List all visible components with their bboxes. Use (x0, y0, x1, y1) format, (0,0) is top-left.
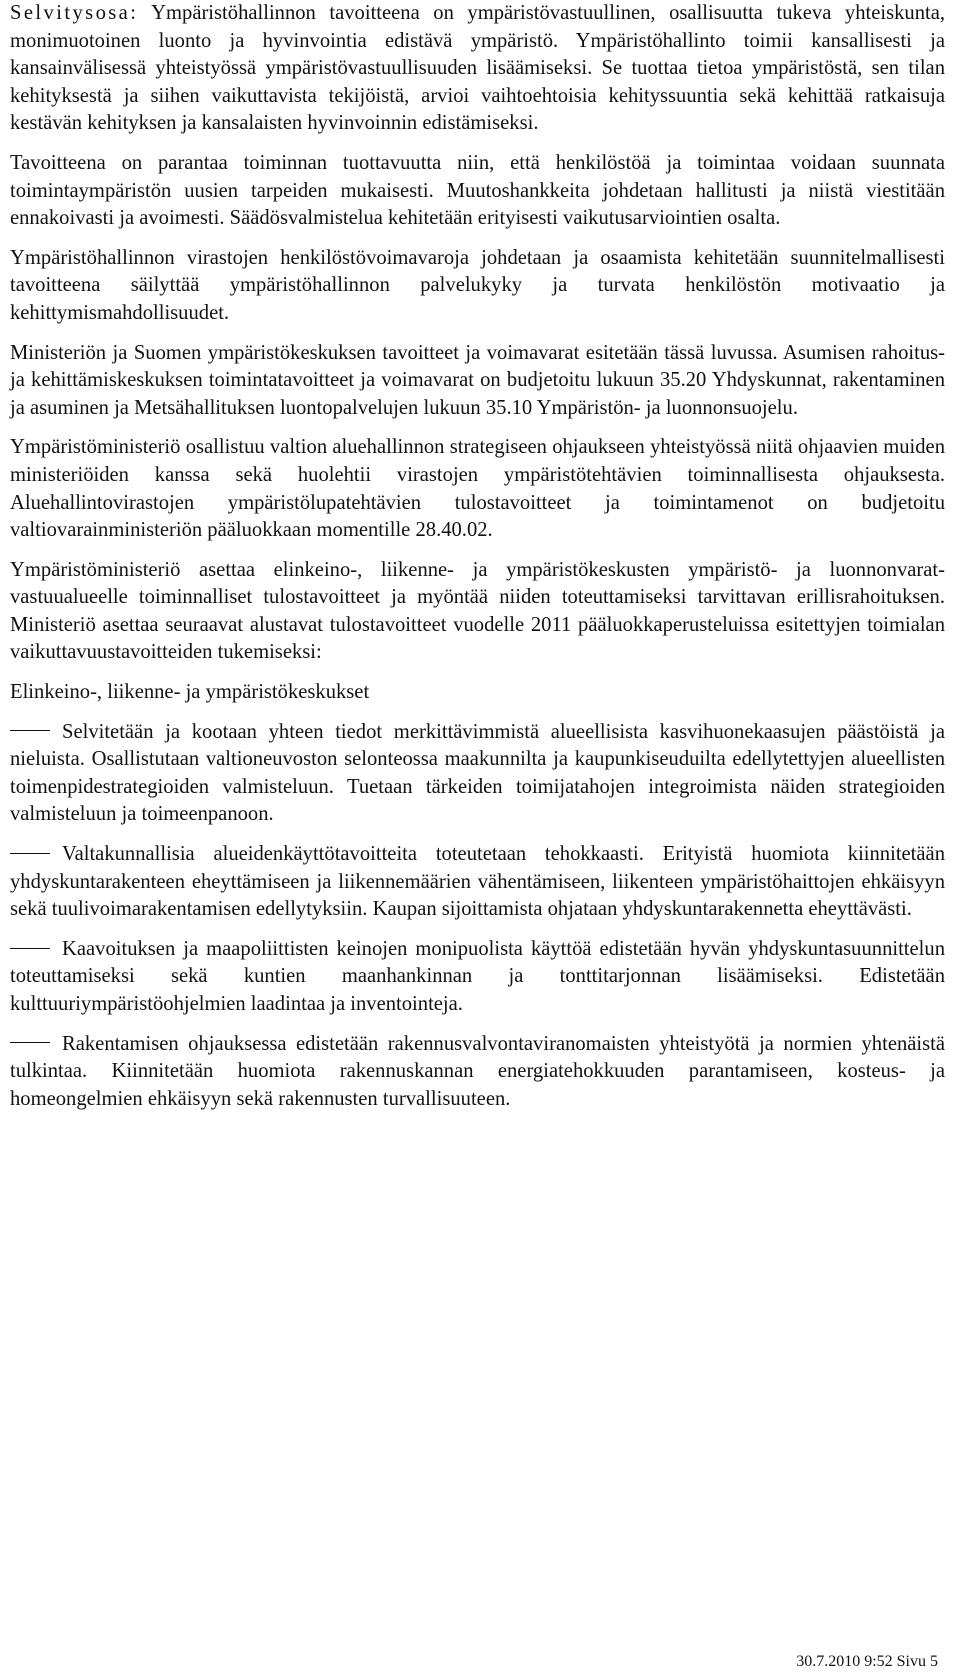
dash-bullet-icon (10, 853, 50, 854)
dash-bullet-icon (10, 730, 50, 731)
list-item-text: Rakentamisen ohjauksessa edistetään rakennusvalvontaviranomaisten yhteistyötä ja normien yhtenäistä tulkintaa. Kiinnitetään huomiota rakennuskannan energiatehokkuuden parantamiseen, kosteus- ja homeongelmien ehkäisyyn sekä rakennusten turvallisuuteen. (10, 1032, 945, 1110)
dash-list-item (10, 936, 945, 1019)
list-item-text: Selvitetään ja kootaan yhteen tiedot merkittävimmistä alueellisista kasvihuonekaasujen päästöistä ja nieluista. Osallistutaan valtioneuvoston selonteossa maakunnilta ja kaupunkiseuduilta edellytettyjen alueellisten toimenpidestrategioiden valmisteluun. Tuetaan tärkeiden toimijatahojen integroimista näiden strategioiden valmisteluun ja toimeenpanoon. (10, 720, 945, 826)
dash-bullet-icon (10, 948, 50, 949)
list-item-text: Valtakunnallisia alueidenkäyttötavoitteita toteutetaan tehokkaasti. Erityistä huomiota kiinnitetään yhdyskuntarakenteen eheyttämiseen ja liikennemäärien vähentämiseen, liikenteen ympäristöhaittojen ehkäisyyn sekä tuulivoimarakentamisen edellytyksiin. Kaupan sijoittamista ohjataan yhdyskuntarakennetta eheyttävästi. (10, 843, 945, 921)
document-page (10, 0, 945, 1125)
dash-list-item (10, 1031, 945, 1114)
section-subheading: Elinkeino-, liikenne- ja ympäristökeskukset (10, 681, 370, 704)
intro-text: Ympäristöhallinnon tavoitteena on ympäristövastuullinen, osallisuutta tukeva yhteiskunta, monimuotoinen luonto ja hyvinvointia edistävä ympäristö. Ympäristöhallinto toimii kansallisesti ja kansainvälisessä yhteistyössä ympäristövastuullisuuden lisäämiseksi. Se tuottaa tietoa ympäristöstä, sen tilan kehityksestä ja siihen vaikuttavista tekijöistä, arvioi vaihtoehtoisia kehityssuuntia sekä kehittää ratkaisuja kestävän kehityksen ja kansalaisten hyvinvoinnin edistämiseksi. (10, 2, 945, 135)
paragraph: Ympäristöministeriö asettaa elinkeino-, liikenne- ja ympäristökeskusten ympäristö- ja luonnonvarat-vastuualueelle toiminnalliset tulostavoitteet ja myöntää niiden toteuttamiseksi tarvittavan erillisrahoituksen. Ministeriö asettaa seuraavat alustavat tulostavoitteet vuodelle 2011 pääluokkaperusteluissa esitettyjen toimialan vaikuttavuustavoitteiden tukemiseksi: (10, 558, 945, 664)
intro-paragraph (10, 0, 945, 138)
paragraph: Ympäristöhallinnon virastojen henkilöstövoimavaroja johdetaan ja osaamista kehitetään suunnitelmallisesti tavoitteena säilyttää ympäristöhallinnon palvelukyky ja turvata henkilöstön motivaatio ja kehittymismahdollisuudet. (10, 246, 945, 324)
dash-bullet-icon (10, 1042, 50, 1043)
intro-label: Selvitysosa: (10, 2, 139, 24)
list-item-text: Kaavoituksen ja maapoliittisten keinojen monipuolista käyttöä edistetään hyvän yhdyskuntasuunnittelun toteuttamiseksi sekä kuntien maanhankinnan ja tonttitarjonnan lisäämiseksi. Edistetään kulttuuriympäristöohjelmien laadintaa ja inventointeja. (10, 937, 945, 1015)
paragraph: Tavoitteena on parantaa toiminnan tuottavuutta niin, että henkilöstöä ja toimintaa voidaan suunnata toimintaympäristön uusien tarpeiden mukaisesti. Muutoshankkeita johdetaan hallitusti ja niistä viestitään ennakoivasti ja avoimesti. Säädösvalmistelua kehitetään erityisesti vaikutusarviointien osalta. (10, 151, 945, 230)
paragraph: Ministeriön ja Suomen ympäristökeskuksen tavoitteet ja voimavarat esitetään tässä luvussa. Asumisen rahoitus- ja kehittämiskeskuksen toimintatavoitteet ja voimavarat on budjetoitu lukuun 35.20 Yhdyskunnat, rakentaminen ja asuminen ja Metsähallituksen luontopalvelujen lukuun 35.10 Ympäristön- ja luonnonsuojelu. (10, 341, 945, 419)
paragraph: Ympäristöministeriö osallistuu valtion aluehallinnon strategiseen ohjaukseen yhteistyössä niitä ohjaavien muiden ministeriöiden kanssa sekä huolehtii virastojen ympäristötehtävien toiminnallisesta ohjauksesta. Aluehallintovirastojen ympäristölupatehtävien tulostavoitteet ja toimintamenot on budjetoitu valtiovarainministeriön pääluokkaan momentille 28.40.02. (10, 436, 945, 542)
dash-list-item (10, 841, 945, 924)
page-footer-timestamp: 30.7.2010 9:52 Sivu 5 (796, 1653, 938, 1670)
dash-list-item (10, 719, 945, 829)
